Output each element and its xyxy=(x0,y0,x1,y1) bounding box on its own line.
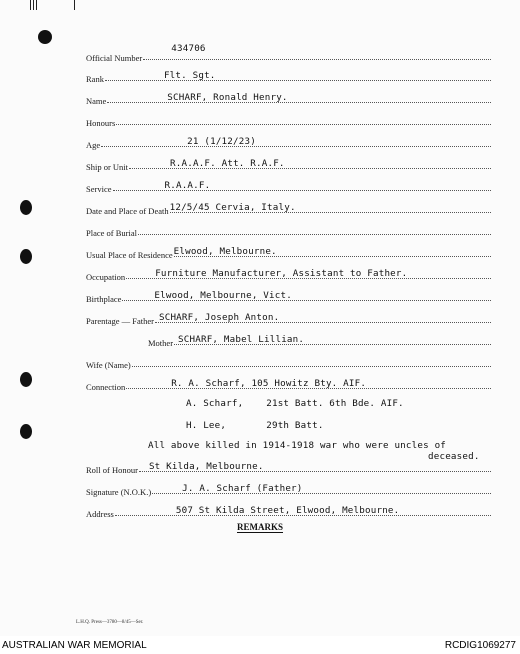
edge-mark xyxy=(36,0,37,10)
printer-note: L.H.Q. Press—3780—8/45—Ser. xyxy=(76,620,144,625)
field-label: Mother xyxy=(148,338,174,348)
field-value: Flt. Sgt. xyxy=(163,70,216,81)
field-label: Parentage — Father xyxy=(86,316,154,326)
field-usual-residence xyxy=(86,246,492,260)
field-value: J. A. Scharf (Father) xyxy=(182,483,303,494)
archive-footer xyxy=(0,638,520,654)
field-ship-or-unit xyxy=(86,158,492,172)
edge-mark xyxy=(33,0,34,10)
connection-note: All above killed in 1914-1918 war who were uncles of xyxy=(148,440,447,451)
field-mother xyxy=(148,334,492,348)
field-label: Occupation xyxy=(86,272,126,282)
field-value: R.A.A.F. xyxy=(164,180,211,191)
field-value: St Kilda, Melbourne. xyxy=(148,461,264,472)
field-label: Wife (Name) xyxy=(86,360,131,370)
connection-line: A. Scharf, 21st Batt. 6th Bde. AIF. xyxy=(186,398,404,409)
edge-mark xyxy=(74,0,75,10)
field-address xyxy=(86,505,492,519)
field-value: 12/5/45 Cervia, Italy. xyxy=(169,202,296,213)
field-label: Roll of Honour xyxy=(86,465,138,475)
field-value: R. A. Scharf, 105 Howitz Bty. AIF. xyxy=(171,378,367,389)
field-value: Elwood, Melbourne. xyxy=(173,246,277,257)
field-label: Official Number xyxy=(86,53,143,63)
field-value: 434706 xyxy=(171,43,206,54)
punch-hole xyxy=(20,424,32,439)
field-value: 507 St Kilda Street, Elwood, Melbourne. xyxy=(175,505,400,516)
field-value: Furniture Manufacturer, Assistant to Father. xyxy=(155,268,408,279)
field-birthplace xyxy=(86,290,492,304)
field-value: 21 (1/12/23) xyxy=(187,136,256,147)
field-label: Date and Place of Death xyxy=(86,206,169,216)
field-occupation xyxy=(86,268,492,282)
field-label: Connection xyxy=(86,382,126,392)
field-label: Place of Burial xyxy=(86,228,137,238)
field-value: Elwood, Melbourne, Vict. xyxy=(154,290,292,301)
edge-mark xyxy=(30,0,31,10)
field-date-place-of-death xyxy=(86,202,492,216)
record-id: RCDIG1069277 xyxy=(444,640,516,651)
field-value: SCHARF, Joseph Anton. xyxy=(158,312,280,323)
field-label: Service xyxy=(86,184,112,194)
punch-hole xyxy=(20,200,32,215)
field-age xyxy=(86,136,492,150)
field-label: Birthplace xyxy=(86,294,122,304)
connection-note-continued: deceased. xyxy=(428,451,480,462)
field-rank xyxy=(86,70,492,84)
field-service xyxy=(86,180,492,194)
punch-hole xyxy=(20,372,32,387)
field-label: Signature (N.O.K.) xyxy=(86,487,152,497)
field-label: Age xyxy=(86,140,101,150)
punch-hole xyxy=(38,30,52,44)
field-label: Rank xyxy=(86,74,104,84)
field-name xyxy=(86,92,492,106)
punch-hole xyxy=(20,249,32,264)
field-value: SCHARF, Ronald Henry. xyxy=(167,92,288,103)
connection-line: H. Lee, 29th Batt. xyxy=(186,420,324,431)
field-roll-of-honour xyxy=(86,461,492,475)
field-connection xyxy=(86,378,492,392)
field-wife xyxy=(86,356,492,370)
archive-name: AUSTRALIAN WAR MEMORIAL xyxy=(2,640,147,651)
field-label: Ship or Unit xyxy=(86,162,129,172)
field-label: Address xyxy=(86,509,114,519)
remarks-heading: REMARKS xyxy=(236,522,283,532)
field-value: SCHARF, Mabel Lillian. xyxy=(178,334,305,345)
field-label: Honours xyxy=(86,118,116,128)
field-value: R.A.A.F. Att. R.A.F. xyxy=(170,158,285,169)
field-official-number xyxy=(86,43,492,63)
field-label: Name xyxy=(86,96,107,106)
field-place-of-burial xyxy=(86,224,492,238)
field-honours xyxy=(86,114,492,128)
field-signature xyxy=(86,483,492,497)
field-label: Usual Place of Residence xyxy=(86,250,173,260)
field-father xyxy=(86,312,492,326)
